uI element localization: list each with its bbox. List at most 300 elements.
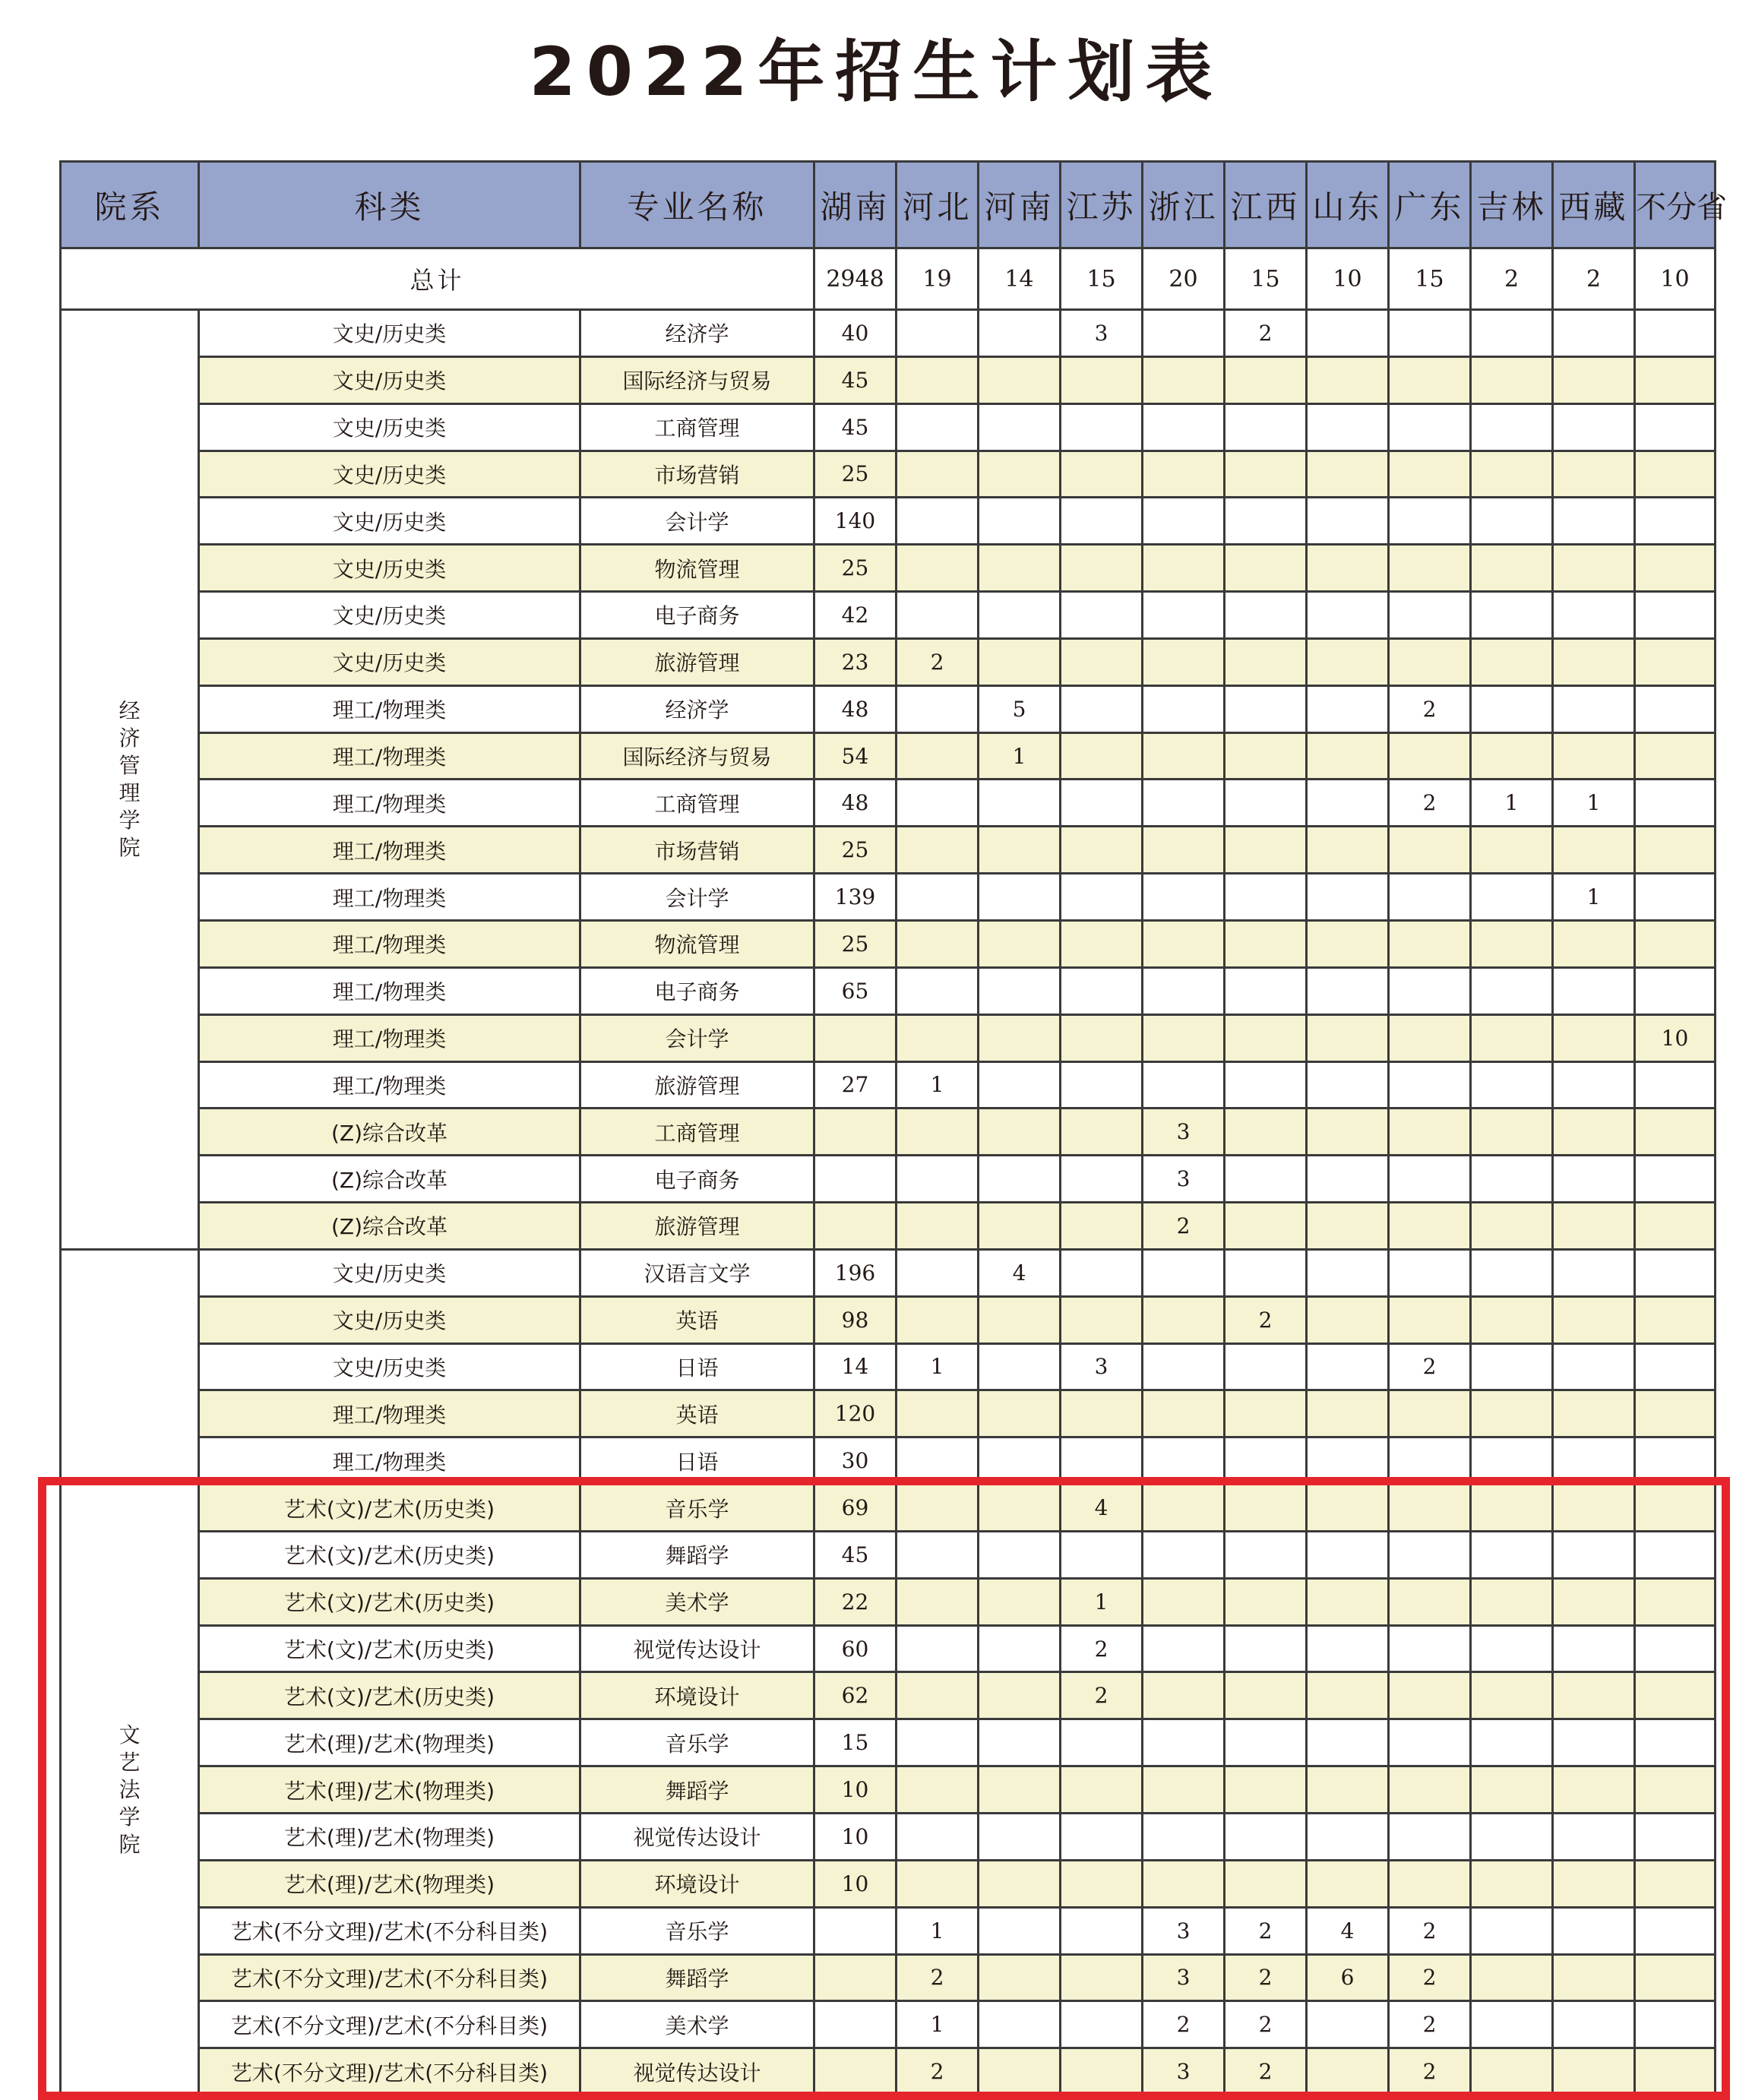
- quota-cell: 6: [1307, 1954, 1389, 2001]
- quota-cell: 15: [814, 1719, 897, 1766]
- quota-cell: [1553, 1719, 1635, 1766]
- quota-cell: [1635, 1814, 1716, 1861]
- quota-cell: [1553, 1954, 1635, 2001]
- quota-cell: [1389, 920, 1471, 967]
- quota-cell: 30: [814, 1437, 897, 1485]
- quota-cell: [1471, 1907, 1553, 1954]
- quota-cell: 2: [1389, 1954, 1471, 2001]
- table-row: [61, 732, 1716, 780]
- quota-cell: [1553, 920, 1635, 967]
- quota-cell: [979, 1014, 1061, 1061]
- quota-cell: [1553, 1296, 1635, 1343]
- quota-cell: [1307, 2048, 1389, 2095]
- quota-cell: [897, 451, 979, 498]
- quota-cell: [1307, 356, 1389, 403]
- quota-cell: [1061, 1296, 1143, 1343]
- header-cell: 科类: [199, 162, 580, 248]
- major-cell: 物流管理: [580, 545, 814, 592]
- quota-cell: [897, 1625, 979, 1672]
- quota-cell: [1471, 2001, 1553, 2048]
- quota-cell: [1225, 1719, 1307, 1766]
- quota-cell: [897, 874, 979, 921]
- quota-cell: [1471, 1485, 1553, 1532]
- quota-cell: 45: [814, 356, 897, 403]
- major-cell: 电子商务: [580, 967, 814, 1014]
- quota-cell: [1635, 1390, 1716, 1437]
- quota-cell: [1471, 1014, 1553, 1061]
- table-row: [61, 1578, 1716, 1625]
- table-row: [61, 780, 1716, 827]
- quota-cell: 48: [814, 685, 897, 732]
- quota-cell: [1225, 1061, 1307, 1109]
- quota-cell: [1635, 685, 1716, 732]
- major-cell: 环境设计: [580, 1672, 814, 1719]
- quota-cell: [1307, 1860, 1389, 1907]
- quota-cell: 2: [897, 2048, 979, 2095]
- category-cell: 文史/历史类: [199, 1249, 580, 1296]
- quota-cell: [1061, 1954, 1143, 2001]
- quota-cell: [1471, 2048, 1553, 2095]
- quota-cell: [979, 1156, 1061, 1203]
- table-row: [61, 356, 1716, 403]
- table-row: [61, 1814, 1716, 1861]
- category-cell: 理工/物理类: [199, 732, 580, 780]
- table-header-row: [61, 162, 1716, 248]
- quota-cell: [1635, 1578, 1716, 1625]
- quota-cell: [1471, 1860, 1553, 1907]
- category-cell: 艺术(文)/艺术(历史类): [199, 1485, 580, 1532]
- quota-cell: [1307, 451, 1389, 498]
- quota-cell: 10: [814, 1860, 897, 1907]
- quota-cell: 1: [1553, 874, 1635, 921]
- quota-cell: [1143, 920, 1225, 967]
- quota-cell: [1553, 1156, 1635, 1203]
- quota-cell: [1143, 1719, 1225, 1766]
- quota-cell: 48: [814, 780, 897, 827]
- quota-cell: [979, 967, 1061, 1014]
- total-cell: 2948: [814, 248, 897, 310]
- category-cell: 文史/历史类: [199, 498, 580, 545]
- header-cell: 西藏: [1553, 162, 1635, 248]
- quota-cell: 1: [979, 732, 1061, 780]
- quota-cell: 1: [1061, 1578, 1143, 1625]
- table-row: [61, 1954, 1716, 2001]
- category-cell: 理工/物理类: [199, 1061, 580, 1109]
- total-cell: 19: [897, 248, 979, 310]
- major-cell: 英语: [580, 1296, 814, 1343]
- quota-cell: [1307, 1343, 1389, 1390]
- quota-cell: [1553, 1625, 1635, 1672]
- quota-cell: [1307, 1814, 1389, 1861]
- quota-cell: [1553, 592, 1635, 639]
- table-row: [61, 1672, 1716, 1719]
- quota-cell: [1143, 545, 1225, 592]
- header-cell: 吉林: [1471, 162, 1553, 248]
- quota-cell: 98: [814, 1296, 897, 1343]
- quota-cell: [979, 1343, 1061, 1390]
- total-cell: 15: [1061, 248, 1143, 310]
- quota-cell: [1389, 1061, 1471, 1109]
- table-row: [61, 1485, 1716, 1532]
- quota-cell: [1389, 592, 1471, 639]
- quota-cell: [1061, 1109, 1143, 1156]
- quota-cell: 5: [979, 685, 1061, 732]
- quota-cell: [1635, 2001, 1716, 2048]
- quota-cell: [1225, 1766, 1307, 1814]
- quota-cell: [1389, 967, 1471, 1014]
- quota-cell: [1389, 732, 1471, 780]
- quota-cell: 3: [1061, 1343, 1143, 1390]
- quota-cell: [1471, 1109, 1553, 1156]
- quota-cell: 2: [1389, 1907, 1471, 1954]
- quota-cell: [1307, 403, 1389, 451]
- table-row: [61, 1296, 1716, 1343]
- quota-cell: [1471, 451, 1553, 498]
- quota-cell: 2: [1225, 1296, 1307, 1343]
- header-cell: 江苏: [1061, 162, 1143, 248]
- quota-cell: [1471, 1531, 1553, 1578]
- table-row: [61, 1109, 1716, 1156]
- quota-cell: 2: [1389, 685, 1471, 732]
- quota-cell: [1061, 1437, 1143, 1485]
- quota-cell: 2: [897, 1954, 979, 2001]
- table-row: [61, 592, 1716, 639]
- quota-cell: [1471, 545, 1553, 592]
- major-cell: 视觉传达设计: [580, 1625, 814, 1672]
- quota-cell: [897, 592, 979, 639]
- quota-cell: 25: [814, 451, 897, 498]
- quota-cell: 2: [1225, 2048, 1307, 2095]
- quota-cell: 2: [1225, 1954, 1307, 2001]
- quota-cell: [1061, 356, 1143, 403]
- quota-cell: 1: [897, 1061, 979, 1109]
- quota-cell: [1471, 1156, 1553, 1203]
- quota-cell: 1: [897, 2001, 979, 2048]
- quota-cell: [1389, 1531, 1471, 1578]
- quota-cell: [1225, 1625, 1307, 1672]
- quota-cell: [1471, 310, 1553, 357]
- quota-cell: 60: [814, 1625, 897, 1672]
- table-row: [61, 1390, 1716, 1437]
- quota-cell: [1389, 1014, 1471, 1061]
- quota-cell: [1307, 1296, 1389, 1343]
- quota-cell: [897, 1814, 979, 1861]
- quota-cell: [1471, 1814, 1553, 1861]
- quota-cell: [897, 310, 979, 357]
- table-row: [61, 1156, 1716, 1203]
- department-cell: [61, 1249, 199, 1484]
- quota-cell: [979, 1203, 1061, 1250]
- quota-cell: 120: [814, 1390, 897, 1437]
- major-cell: 视觉传达设计: [580, 1814, 814, 1861]
- quota-cell: [1635, 1954, 1716, 2001]
- quota-cell: 4: [1061, 1485, 1143, 1532]
- quota-cell: [1307, 1531, 1389, 1578]
- quota-cell: [1635, 1437, 1716, 1485]
- enrollment-plan-table: [59, 160, 1727, 2096]
- quota-cell: [1061, 1390, 1143, 1437]
- quota-cell: [1225, 732, 1307, 780]
- quota-cell: 54: [814, 732, 897, 780]
- quota-cell: [979, 1578, 1061, 1625]
- quota-cell: [979, 1766, 1061, 1814]
- quota-cell: [1225, 1014, 1307, 1061]
- quota-cell: [1061, 1249, 1143, 1296]
- quota-cell: [1143, 592, 1225, 639]
- quota-cell: [1143, 1672, 1225, 1719]
- quota-cell: [1471, 920, 1553, 967]
- quota-cell: [979, 356, 1061, 403]
- quota-cell: [1635, 1766, 1716, 1814]
- quota-cell: [1553, 1249, 1635, 1296]
- quota-cell: [1307, 874, 1389, 921]
- quota-cell: [1061, 1719, 1143, 1766]
- table-row: [61, 685, 1716, 732]
- quota-cell: [897, 356, 979, 403]
- table-row: [61, 403, 1716, 451]
- quota-cell: [1389, 1814, 1471, 1861]
- quota-cell: [897, 403, 979, 451]
- quota-cell: [1225, 1860, 1307, 1907]
- quota-cell: [1553, 1485, 1635, 1532]
- header-cell: 院系: [61, 162, 199, 248]
- quota-cell: [979, 1109, 1061, 1156]
- quota-cell: [897, 827, 979, 874]
- major-cell: 音乐学: [580, 1907, 814, 1954]
- table-row: [61, 1531, 1716, 1578]
- category-cell: 艺术(理)/艺术(物理类): [199, 1814, 580, 1861]
- quota-cell: 139: [814, 874, 897, 921]
- quota-cell: [814, 1954, 897, 2001]
- table-row: [61, 1860, 1716, 1907]
- quota-cell: [1225, 967, 1307, 1014]
- quota-cell: [1225, 1109, 1307, 1156]
- quota-cell: [1225, 592, 1307, 639]
- quota-cell: 25: [814, 545, 897, 592]
- department-cell: [61, 310, 199, 1250]
- quota-cell: [979, 1954, 1061, 2001]
- category-cell: (Z)综合改革: [199, 1156, 580, 1203]
- major-cell: 物流管理: [580, 920, 814, 967]
- total-cell: 20: [1143, 248, 1225, 310]
- quota-cell: [1225, 498, 1307, 545]
- total-cell: 15: [1389, 248, 1471, 310]
- quota-cell: [1061, 451, 1143, 498]
- table-row: [61, 1907, 1716, 1954]
- quota-cell: 2: [1143, 1203, 1225, 1250]
- quota-cell: [1225, 685, 1307, 732]
- major-cell: 会计学: [580, 874, 814, 921]
- major-cell: 美术学: [580, 2001, 814, 2048]
- quota-cell: [1061, 827, 1143, 874]
- quota-cell: [1143, 1766, 1225, 1814]
- quota-cell: [1061, 2001, 1143, 2048]
- category-cell: 理工/物理类: [199, 967, 580, 1014]
- quota-cell: 3: [1143, 1156, 1225, 1203]
- quota-cell: [1061, 920, 1143, 967]
- quota-cell: [1061, 1766, 1143, 1814]
- quota-cell: [1307, 1625, 1389, 1672]
- quota-cell: 2: [1389, 780, 1471, 827]
- table-row: [61, 545, 1716, 592]
- quota-cell: [1635, 592, 1716, 639]
- quota-cell: [979, 1814, 1061, 1861]
- department-cell: [61, 1485, 199, 2095]
- quota-cell: [1635, 451, 1716, 498]
- quota-cell: [1471, 827, 1553, 874]
- quota-cell: [1389, 827, 1471, 874]
- table-row: [61, 1437, 1716, 1485]
- quota-cell: 1: [897, 1907, 979, 1954]
- table-row: [61, 451, 1716, 498]
- quota-cell: [979, 592, 1061, 639]
- table-row: [61, 2048, 1716, 2095]
- quota-cell: [1225, 451, 1307, 498]
- quota-cell: [979, 1860, 1061, 1907]
- major-cell: 市场营销: [580, 451, 814, 498]
- quota-cell: [1471, 1766, 1553, 1814]
- quota-cell: [1143, 874, 1225, 921]
- table-row: [61, 498, 1716, 545]
- major-cell: 电子商务: [580, 592, 814, 639]
- quota-cell: [1553, 1531, 1635, 1578]
- quota-cell: [897, 1531, 979, 1578]
- quota-cell: 2: [1389, 1343, 1471, 1390]
- header-cell: 河北: [897, 162, 979, 248]
- quota-cell: [979, 2048, 1061, 2095]
- quota-cell: [897, 1156, 979, 1203]
- quota-cell: [1061, 874, 1143, 921]
- quota-cell: [1143, 827, 1225, 874]
- category-cell: 理工/物理类: [199, 827, 580, 874]
- major-cell: 经济学: [580, 685, 814, 732]
- quota-cell: [1471, 1625, 1553, 1672]
- quota-cell: [979, 1390, 1061, 1437]
- category-cell: 艺术(文)/艺术(历史类): [199, 1531, 580, 1578]
- quota-cell: [1225, 1156, 1307, 1203]
- table-row: [61, 874, 1716, 921]
- page-title: 2022年招生计划表: [529, 33, 1223, 111]
- quota-cell: [979, 638, 1061, 685]
- quota-cell: 25: [814, 827, 897, 874]
- quota-cell: [1307, 310, 1389, 357]
- header-cell: 山东: [1307, 162, 1389, 248]
- table-row: [61, 1625, 1716, 1672]
- quota-cell: [1635, 1109, 1716, 1156]
- quota-cell: [1061, 592, 1143, 639]
- category-cell: 艺术(文)/艺术(历史类): [199, 1578, 580, 1625]
- quota-cell: [1635, 1061, 1716, 1109]
- quota-cell: [1061, 2048, 1143, 2095]
- quota-cell: [1471, 1672, 1553, 1719]
- quota-cell: [1553, 1907, 1635, 1954]
- quota-cell: [1635, 1249, 1716, 1296]
- quota-cell: 45: [814, 1531, 897, 1578]
- header-cell: 湖南: [814, 162, 897, 248]
- quota-cell: [1061, 1907, 1143, 1954]
- quota-cell: 4: [1307, 1907, 1389, 1954]
- quota-cell: [1061, 732, 1143, 780]
- quota-cell: 27: [814, 1061, 897, 1109]
- table-row: [61, 1343, 1716, 1390]
- quota-cell: [1307, 1203, 1389, 1250]
- quota-cell: [1471, 1061, 1553, 1109]
- quota-cell: [1389, 1390, 1471, 1437]
- table-row: [61, 920, 1716, 967]
- major-cell: 国际经济与贸易: [580, 732, 814, 780]
- quota-cell: [1553, 732, 1635, 780]
- quota-cell: 3: [1143, 1109, 1225, 1156]
- quota-cell: [1307, 1766, 1389, 1814]
- quota-cell: [1061, 1014, 1143, 1061]
- table-row: [61, 1203, 1716, 1250]
- quota-cell: [1471, 732, 1553, 780]
- quota-cell: [1635, 1485, 1716, 1532]
- quota-cell: [1389, 1578, 1471, 1625]
- quota-cell: 10: [814, 1766, 897, 1814]
- header-cell: 不分省: [1635, 162, 1716, 248]
- quota-cell: [814, 1156, 897, 1203]
- category-cell: 文史/历史类: [199, 545, 580, 592]
- major-cell: 音乐学: [580, 1719, 814, 1766]
- quota-cell: [1389, 638, 1471, 685]
- quota-cell: [1061, 638, 1143, 685]
- quota-cell: [1471, 356, 1553, 403]
- quota-cell: [1225, 1814, 1307, 1861]
- category-cell: 艺术(不分文理)/艺术(不分科目类): [199, 2048, 580, 2095]
- quota-cell: [979, 2001, 1061, 2048]
- quota-cell: [1225, 920, 1307, 967]
- quota-cell: [1635, 356, 1716, 403]
- major-cell: 环境设计: [580, 1860, 814, 1907]
- quota-cell: [1389, 545, 1471, 592]
- major-cell: 英语: [580, 1390, 814, 1437]
- category-cell: (Z)综合改革: [199, 1203, 580, 1250]
- quota-cell: [1307, 1719, 1389, 1766]
- quota-cell: [1389, 1249, 1471, 1296]
- quota-cell: [979, 920, 1061, 967]
- quota-cell: [1225, 780, 1307, 827]
- quota-cell: [1225, 403, 1307, 451]
- total-cell: 10: [1307, 248, 1389, 310]
- category-cell: 艺术(理)/艺术(物理类): [199, 1766, 580, 1814]
- quota-cell: [1307, 827, 1389, 874]
- quota-cell: [1143, 451, 1225, 498]
- quota-cell: [1307, 2001, 1389, 2048]
- quota-cell: [1471, 592, 1553, 639]
- quota-cell: [1635, 1860, 1716, 1907]
- quota-cell: [1635, 1672, 1716, 1719]
- quota-cell: 62: [814, 1672, 897, 1719]
- total-cell: 2: [1471, 248, 1553, 310]
- quota-cell: [1471, 1578, 1553, 1625]
- department-name: 经济管理学院: [119, 697, 141, 860]
- quota-cell: [1389, 1766, 1471, 1814]
- quota-cell: [1307, 780, 1389, 827]
- quota-cell: [1389, 310, 1471, 357]
- quota-cell: [1553, 498, 1635, 545]
- category-cell: 文史/历史类: [199, 592, 580, 639]
- quota-cell: [979, 780, 1061, 827]
- quota-cell: [1307, 920, 1389, 967]
- table-row: [61, 827, 1716, 874]
- quota-cell: [1471, 1390, 1553, 1437]
- major-cell: 旅游管理: [580, 638, 814, 685]
- quota-cell: [897, 1390, 979, 1437]
- major-cell: 工商管理: [580, 780, 814, 827]
- header-cell: 专业名称: [580, 162, 814, 248]
- quota-cell: 3: [1061, 310, 1143, 357]
